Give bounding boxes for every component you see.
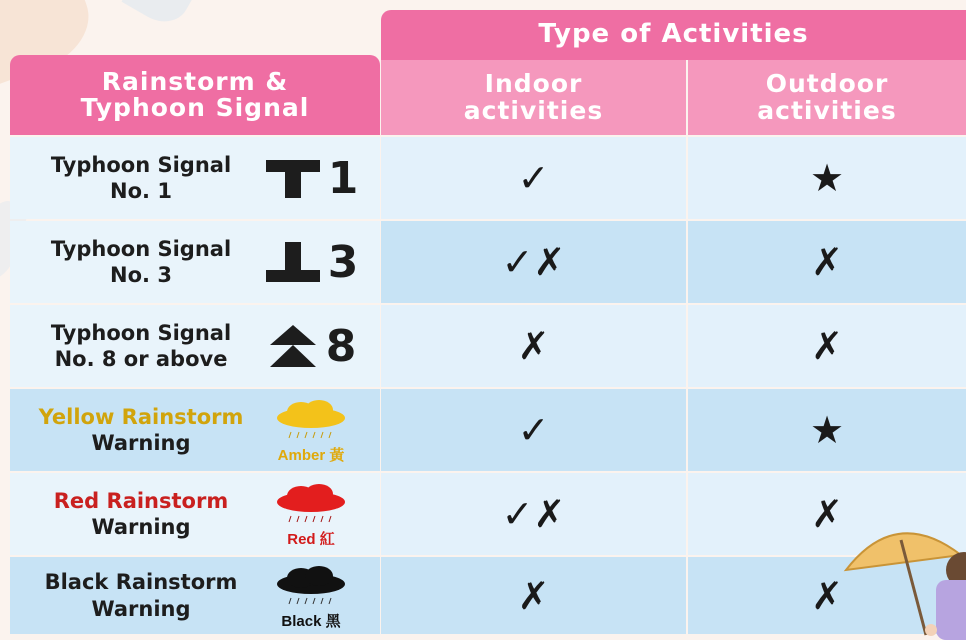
signal-number: 1	[327, 152, 359, 204]
signal-label-line1: Typhoon Signal	[50, 152, 232, 177]
child-umbrella-illustration	[836, 510, 966, 640]
background-leaf	[122, 0, 199, 32]
signal-label	[26, 404, 256, 457]
header-type-of-activities	[381, 10, 966, 60]
outdoor-cell	[688, 137, 966, 219]
signal-label-line2: No. 8 or above	[54, 347, 228, 371]
check-icon: ✓	[517, 408, 550, 452]
header-signal-line2: Typhoon Signal	[80, 93, 310, 122]
signal-number: 3	[327, 236, 359, 288]
indoor-cell	[381, 221, 686, 303]
table-row-label	[10, 137, 380, 219]
cloud-caption: Black 黑	[281, 612, 341, 630]
signal-label-line1: Typhoon Signal	[50, 320, 232, 345]
table-row-label	[10, 473, 380, 555]
signal-label-line1: Red Rainstorm	[53, 488, 229, 513]
signal-label	[26, 320, 256, 373]
signal-label-line2: No. 3	[110, 263, 172, 287]
cross-icon: ✗	[811, 240, 843, 284]
rain-cloud-icon	[256, 395, 366, 465]
table-row-label	[10, 305, 380, 387]
rain-cloud-icon	[256, 479, 366, 549]
signal-label-line2: Warning	[91, 515, 191, 539]
star-icon: ★	[809, 408, 845, 452]
header-signal-line1: Rainstorm &	[101, 66, 289, 96]
header-type-of-activities-text: Type of Activities	[538, 19, 809, 50]
cross-icon: ✗	[517, 573, 550, 618]
check-cross-icon: ✓✗	[501, 240, 566, 284]
typhoon-signal-icon	[256, 227, 366, 297]
cloud-caption: Amber 黃	[277, 447, 345, 464]
signal-label-line1: Typhoon Signal	[50, 236, 232, 261]
cross-icon: ✗	[517, 324, 550, 368]
cloud-caption: Red 紅	[287, 531, 335, 548]
header-outdoor-line1: Outdoor	[765, 69, 889, 99]
signal-number: 8	[325, 320, 357, 372]
outdoor-cell	[688, 221, 966, 303]
header-outdoor	[688, 60, 966, 135]
signal-label-line2: Warning	[91, 596, 191, 621]
indoor-cell	[381, 137, 686, 219]
double-triangle-icon	[266, 323, 320, 369]
t-symbol-icon	[264, 156, 322, 200]
cross-icon: ✗	[811, 573, 843, 618]
signal-label-line2: No. 1	[110, 179, 172, 203]
inverted-t-symbol-icon	[264, 240, 322, 284]
signal-label	[26, 569, 256, 622]
cross-icon: ✗	[811, 492, 843, 536]
signal-label-line2: Warning	[91, 431, 191, 455]
table-row-label	[10, 221, 380, 303]
rain-cloud-icon	[256, 561, 366, 631]
signal-label-line1: Black Rainstorm	[44, 570, 238, 595]
typhoon-signal-icon	[256, 311, 366, 381]
table-row-label	[10, 557, 380, 634]
indoor-cell	[381, 473, 686, 555]
indoor-cell	[381, 305, 686, 387]
indoor-cell	[381, 389, 686, 471]
signal-label	[26, 488, 256, 541]
signal-label	[26, 236, 256, 289]
header-indoor-line2: activities	[463, 95, 604, 125]
header-indoor	[381, 60, 686, 135]
cross-icon: ✗	[811, 324, 843, 368]
table-row-label	[10, 389, 380, 471]
typhoon-signal-icon	[256, 143, 366, 213]
outdoor-cell	[688, 389, 966, 471]
check-cross-icon: ✓✗	[501, 492, 566, 536]
header-indoor-line1: Indoor	[484, 69, 583, 99]
header-signal	[10, 55, 380, 135]
signal-label-line1: Yellow Rainstorm	[38, 404, 244, 429]
outdoor-cell	[688, 305, 966, 387]
indoor-cell	[381, 557, 686, 634]
header-outdoor-line2: activities	[757, 95, 897, 125]
star-icon: ★	[809, 156, 845, 200]
check-icon: ✓	[517, 156, 550, 200]
signal-label	[26, 152, 256, 205]
